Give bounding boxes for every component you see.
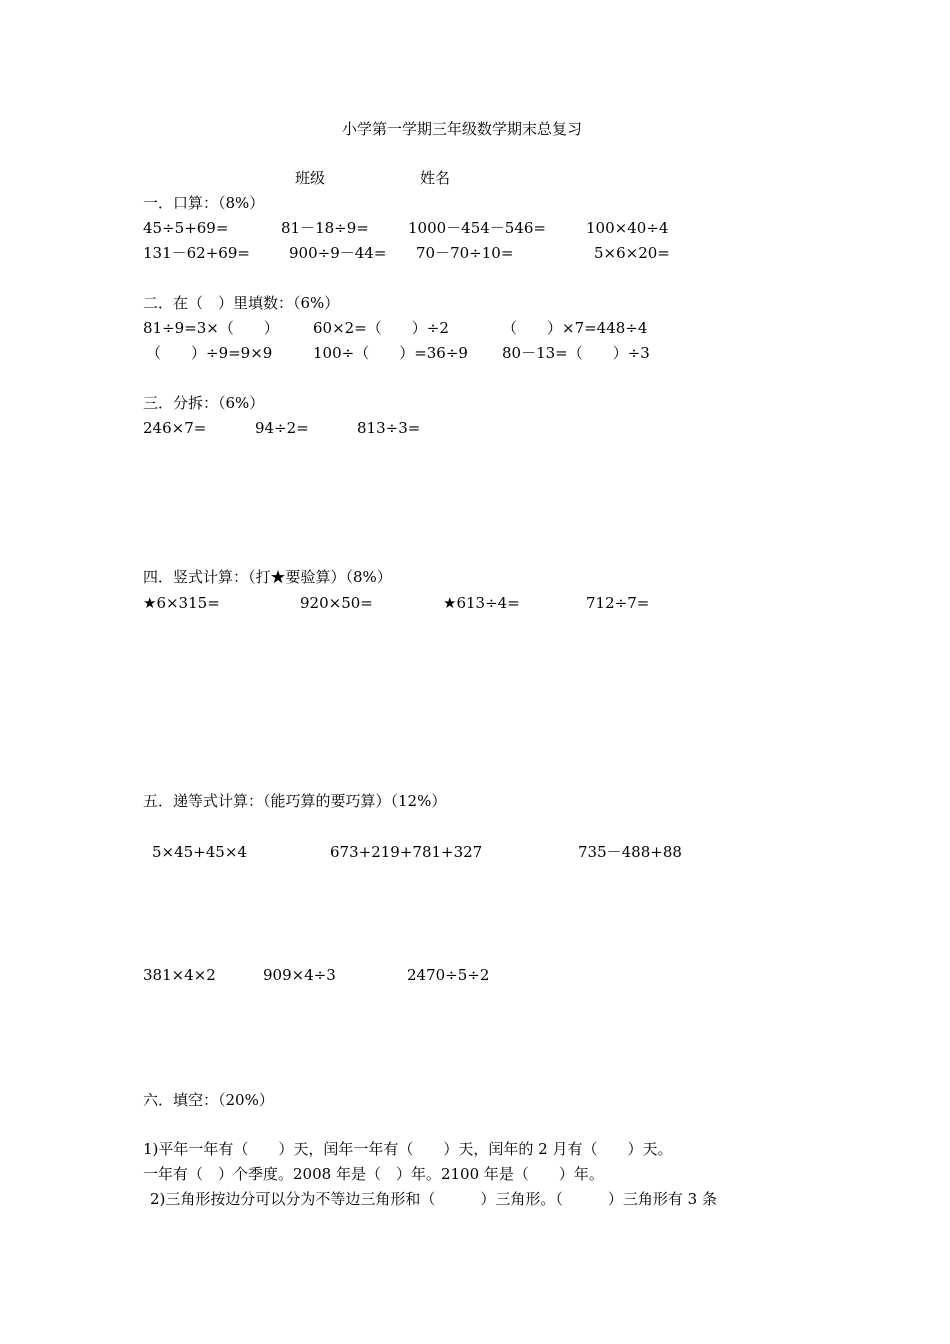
s6-line-2: 一年有（ ）个季度。2008 年是（ ）年。2100 年是（ ）年。 <box>143 1165 604 1183</box>
s1-r1-item: 45÷5+69= <box>143 219 229 237</box>
s1-r1-item: 1000－454－546= <box>408 219 547 237</box>
s6-line-1: 1)平年一年有（ ）天，闰年一年有（ ）天，闰年的 2 月有（ ）天。 <box>143 1140 673 1158</box>
s5-r2-item: 909×4÷3 <box>263 966 336 984</box>
s1-r2-item: 5×6×20= <box>594 244 670 262</box>
s2-r2-item: 100÷（ ）=36÷9 <box>313 344 468 362</box>
s1-r1-item: 81－18÷9= <box>281 219 369 237</box>
s1-r2-item: 131－62+69= <box>143 244 250 262</box>
s1-r1-item: 100×40÷4 <box>586 219 669 237</box>
s2-r1-item: 81÷9=3×（ ） <box>143 319 279 337</box>
s2-r2-item: 80－13=（ ）÷3 <box>502 344 650 362</box>
s4-item: 920×50= <box>300 594 373 612</box>
class-label: 班级 <box>295 169 326 187</box>
page-title: 小学第一学期三年级数学期末总复习 <box>342 120 583 138</box>
s3-item: 94÷2= <box>255 419 309 437</box>
s2-r1-item: 60×2=（ ）÷2 <box>313 319 449 337</box>
s5-r1-item: 5×45+45×4 <box>152 843 247 861</box>
section-1-heading: 一．口算：（8%） <box>143 194 265 212</box>
s3-item: 813÷3= <box>357 419 421 437</box>
s6-line-3: 2)三角形按边分可以分为不等边三角形和（ ）三角形。（ ）三角形有 3 条 <box>150 1190 717 1208</box>
section-2-heading: 二．在（ ）里填数：（6%） <box>143 294 340 312</box>
section-5-heading: 五．递等式计算：（能巧算的要巧算）（12%） <box>143 792 447 810</box>
s5-r2-item: 2470÷5÷2 <box>407 966 490 984</box>
s2-r1-item: （ ）×7=448÷4 <box>502 319 648 337</box>
section-4-heading: 四．竖式计算：（打★要验算）（8%） <box>143 568 392 586</box>
s1-r2-item: 900÷9－44= <box>289 244 387 262</box>
name-label: 姓名 <box>420 169 451 187</box>
s4-item: ★6×315= <box>143 594 220 612</box>
s5-r2-item: 381×4×2 <box>143 966 216 984</box>
section-6-heading: 六．填空：（20%） <box>143 1091 274 1109</box>
s5-r1-item: 735－488+88 <box>578 843 682 861</box>
s1-r2-item: 70－70÷10= <box>416 244 514 262</box>
s4-item: ★613÷4= <box>443 594 520 612</box>
s5-r1-item: 673+219+781+327 <box>330 843 483 861</box>
section-3-heading: 三．分拆：（6%） <box>143 394 265 412</box>
s4-item: 712÷7= <box>586 594 650 612</box>
s2-r2-item: （ ）÷9=9×9 <box>146 344 273 362</box>
s3-item: 246×7= <box>143 419 207 437</box>
